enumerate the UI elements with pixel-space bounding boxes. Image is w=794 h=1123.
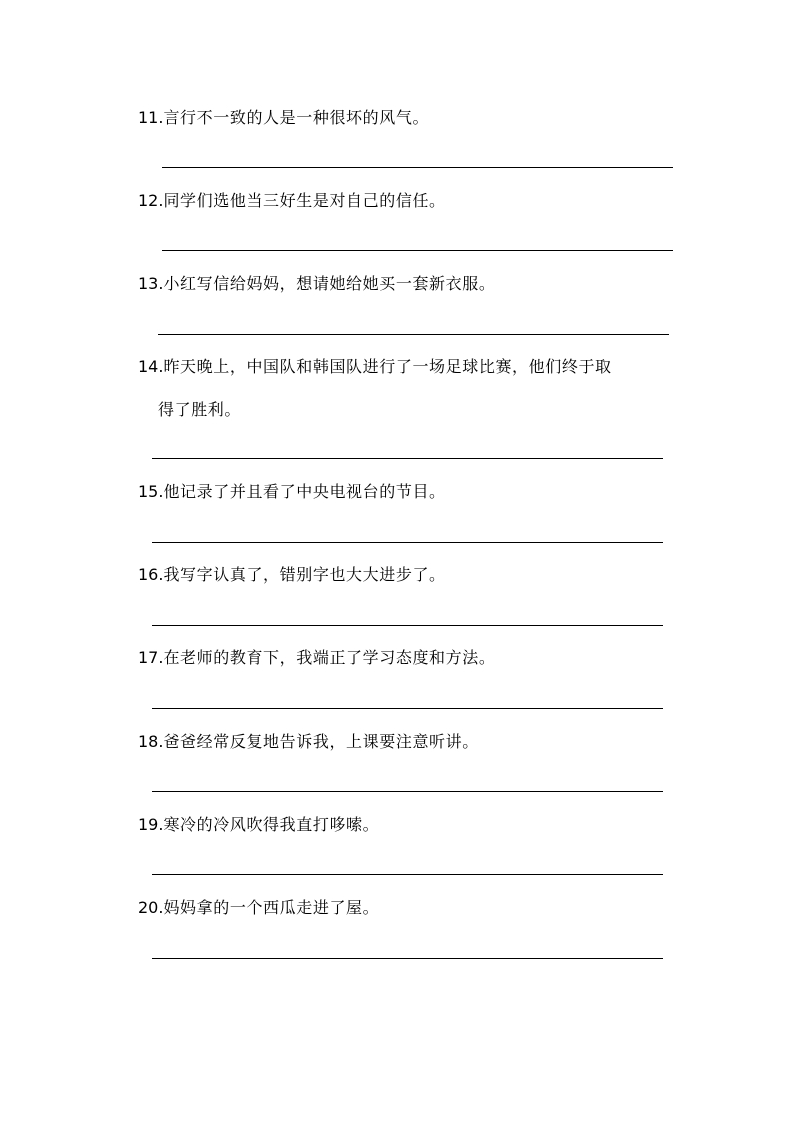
question-text: 寒冷的冷风吹得我直打哆嗦。 xyxy=(163,815,380,834)
answer-line-16[interactable] xyxy=(152,625,663,626)
question-text: 我写字认真了，错别字也大大进步了。 xyxy=(163,565,446,584)
question-number: 17. xyxy=(138,648,164,667)
question-number: 11. xyxy=(138,108,164,127)
question-14 xyxy=(138,358,612,376)
question-number: 14. xyxy=(138,357,164,376)
question-text: 同学们选他当三好生是对自己的信任。 xyxy=(163,191,446,210)
question-12 xyxy=(138,192,446,210)
question-11 xyxy=(138,109,429,127)
question-text: 爸爸经常反复地告诉我，上课要注意听讲。 xyxy=(163,732,479,751)
answer-line-11[interactable] xyxy=(162,167,673,168)
question-text: 妈妈拿的一个西瓜走进了屋。 xyxy=(163,898,380,917)
question-number: 15. xyxy=(138,482,164,501)
answer-line-18[interactable] xyxy=(152,791,663,792)
question-number: 12. xyxy=(138,191,164,210)
question-text-continued: 得了胜利。 xyxy=(158,400,242,419)
question-19 xyxy=(138,816,379,834)
question-14-continued xyxy=(158,401,241,419)
answer-line-14[interactable] xyxy=(152,458,663,459)
question-number: 19. xyxy=(138,815,164,834)
question-text: 言行不一致的人是一种很坏的风气。 xyxy=(163,108,430,127)
question-number: 13. xyxy=(138,274,164,293)
answer-line-15[interactable] xyxy=(152,542,663,543)
question-number: 16. xyxy=(138,565,164,584)
question-16 xyxy=(138,566,446,584)
question-17 xyxy=(138,649,495,667)
question-text: 他记录了并且看了中央电视台的节目。 xyxy=(163,482,446,501)
question-20 xyxy=(138,899,379,917)
answer-line-19[interactable] xyxy=(152,874,663,875)
question-18 xyxy=(138,733,479,751)
question-text: 小红写信给妈妈，想请她给她买一套新衣服。 xyxy=(163,274,496,293)
question-number: 18. xyxy=(138,732,164,751)
question-15 xyxy=(138,483,446,501)
question-13 xyxy=(138,275,495,293)
answer-line-17[interactable] xyxy=(152,708,663,709)
answer-line-13[interactable] xyxy=(158,334,669,335)
answer-line-20[interactable] xyxy=(152,958,663,959)
answer-line-12[interactable] xyxy=(162,250,673,251)
question-number: 20. xyxy=(138,898,164,917)
question-text: 在老师的教育下，我端正了学习态度和方法。 xyxy=(163,648,496,667)
question-text: 昨天晚上，中国队和韩国队进行了一场足球比赛，他们终于取 xyxy=(163,357,612,376)
